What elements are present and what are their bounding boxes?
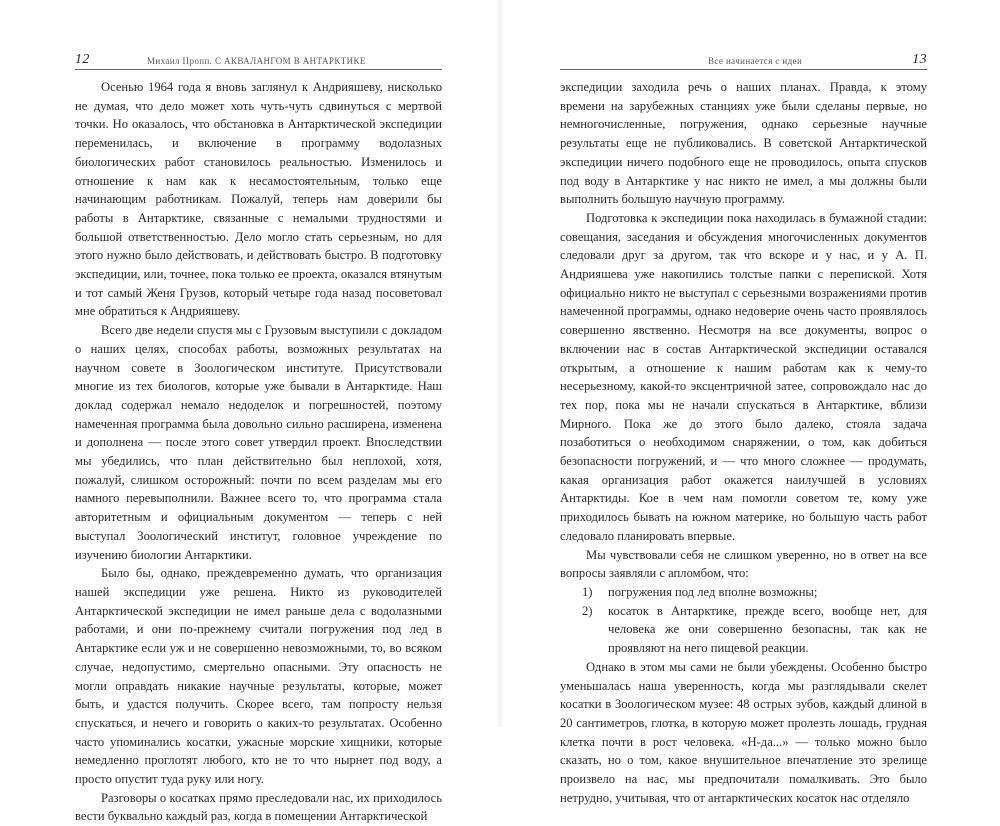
left-page-number: 12 bbox=[75, 52, 90, 67]
paragraph: Однако в этом мы сами не были убеждены. Особенно быстро уменьшалась наша уверенность, когда мы разглядывали скелет косатки в Зоологическом музее: 48 острых зубов, каждый длиной в 20 сантиметров, глотка, в которую может пролезть лошадь, грудная клетка почти в рост человека. «Н-да...» — только можно было сказать, но о том, какое внушительное впечатление это зрелище произвело на нас, мы предпочитали помалкивать. Это было нетрудно, учитывая, что от антарктических косаток нас отделяло bbox=[560, 659, 927, 805]
right-running-head-title: Все начинается с идеи bbox=[708, 56, 803, 66]
right-page bbox=[500, 0, 1000, 805]
right-page-text bbox=[560, 78, 927, 807]
left-running-head bbox=[75, 52, 442, 68]
list-item bbox=[560, 583, 927, 602]
paragraph: Осенью 1964 года я вновь заглянул к Андрияшеву, нисколько не думая, что дело может хоть чуть-чуть сдвинуться с мертвой точки. Но оказалось, что обстановка в Антарктической экспедиции переменилась, и включение в программу водолазных биологических работ становилось реальностью. Изменилось и отношение к нам как к несамостоятельным, только еще начинающим работникам. Пожалуй, теперь нам доверили бы работы в Антарктике, связанные с немалыми трудностями и большой ответственностью. Дело могло стать серьезным, но для этого нужно было действовать, и действовать быстро. В подготовку экспедиции, или, точнее, пока только ее проекта, оказался втянутым и тот самый Женя Грузов, который четыре года назад посоветовал мне обратиться к Андрияшеву. bbox=[75, 80, 442, 319]
left-page bbox=[0, 0, 500, 824]
paragraph: Подготовка к экспедиции пока находилась в бумажной стадии: совещания, заседания и обсуждения многочисленных документов следовали друг за другом, так что вскоре и у нас, и у А. П. Андрияшева уже накопились толстые папки с перепиской. Хотя официально никто не выступал с серьезными возражениями против намеченной программы, однако недоверие очень часто проявлялось совершенно явственно. Несмотря на все документы, вопрос о включении нас в состав Антарктической экспедиции оставался открытым, а отношение к нашим работам как к чему-то несерьезному, какой-то эксцентричной затее, сопровождало нас до тех пор, пока мы не начали спускаться в Антарктике, вблизи Мирного. Пока же до этого было далеко, стояла задача позаботиться о необходимом снаряжении, о том, как добиться безопасности погружений, и — что много сложнее — продумать, какая организация работ окажется наилучшей в условиях Антарктиды. Кое в чем нам помогли советом те, кому уже приходилось бывать на южном материке, но большую часть работ следовало планировать впервые. bbox=[560, 210, 927, 543]
paragraph-continued: экспедиции заходила речь о наших планах. Правда, к этому времени на зарубежных станциях уже были сделаны первые, но немногочисленные, погружения, однако серьезные научные результаты еще не публиковались. В советской Антарктической экспедиции ничего подобного еще не проводилось, опыта спусков под воду в Антарктике у нас никто не имел, а мы должны были выполнить большую научную программу. bbox=[560, 80, 927, 207]
paragraph: Мы чувствовали себя не слишком уверенно, но в ответ на все вопросы заявляли с апломбом, что: bbox=[560, 547, 927, 581]
list-item bbox=[560, 602, 927, 658]
list-item-text: косаток в Антарктике, прежде всего, вообще нет, для человека же они совершенно безопасны, так как не проявляют на него пищевой реакции. bbox=[608, 603, 927, 656]
list-marker: 2) bbox=[582, 603, 593, 618]
paragraph: Всего две недели спустя мы с Грузовым выступили с докладом о наших целях, способах работы, возможных результатах на научном совете в Зоологическом институте. Присутствовали многие из тех биологов, которые уже бывали в Антарктиде. Наш доклад содержал немало недоделок и погрешностей, поэтому намеченная программа была довольно сильно расширена, изменена и дополнена — после этого совет утвердил проект. Впоследствии мы убедились, что план действительно был неплохой, хотя, пожалуй, слишком осторожный: почти по всем разделам мы его намного перевыполнили. Важнее всего то, что программа стала авторитетным и официальным документом — теперь с ней выступал Зоологический институт, головное учреждение по изучению биологии Антарктики. bbox=[75, 323, 442, 562]
right-running-head bbox=[560, 52, 927, 68]
list-marker: 1) bbox=[582, 584, 593, 599]
list-item-text: погружения под лед вполне возможны; bbox=[608, 584, 818, 599]
right-page-number: 13 bbox=[912, 52, 927, 67]
running-head-rule bbox=[560, 69, 927, 70]
running-head-rule bbox=[75, 69, 442, 70]
left-running-head-title: Михаил Пропп. С АКВАЛАНГОМ В АНТАРКТИКЕ bbox=[147, 56, 366, 66]
paragraph: Разговоры о косатках прямо преследовали нас, их приходилось вести буквально каждый раз, когда в помещении Антарктической bbox=[75, 790, 442, 824]
paragraph: Было бы, однако, преждевременно думать, что организация нашей экспедиции уже решена. Никто из руководителей Антарктической экспедиции не имел раньше дела с водолазными работами, и они по-прежнему считали погружения под лед в Антарктике если уж и не совершенно невозможными, то, во всяком случае, недопустимо, смертельно опасными. Эту опасность не могли оправдать никакие научные результаты, которые, может быть, и удастся получить. Скорее всего, там попросту нельзя спускаться, и нечего и говорить о каких-то результатах. Особенно часто упоминались косатки, ужасные морские хищники, которые немедленно проглотят любого, кто не то что нырнет под воду, а просто опустит туда руку или ногу. bbox=[75, 566, 442, 787]
left-page-text bbox=[75, 78, 442, 826]
